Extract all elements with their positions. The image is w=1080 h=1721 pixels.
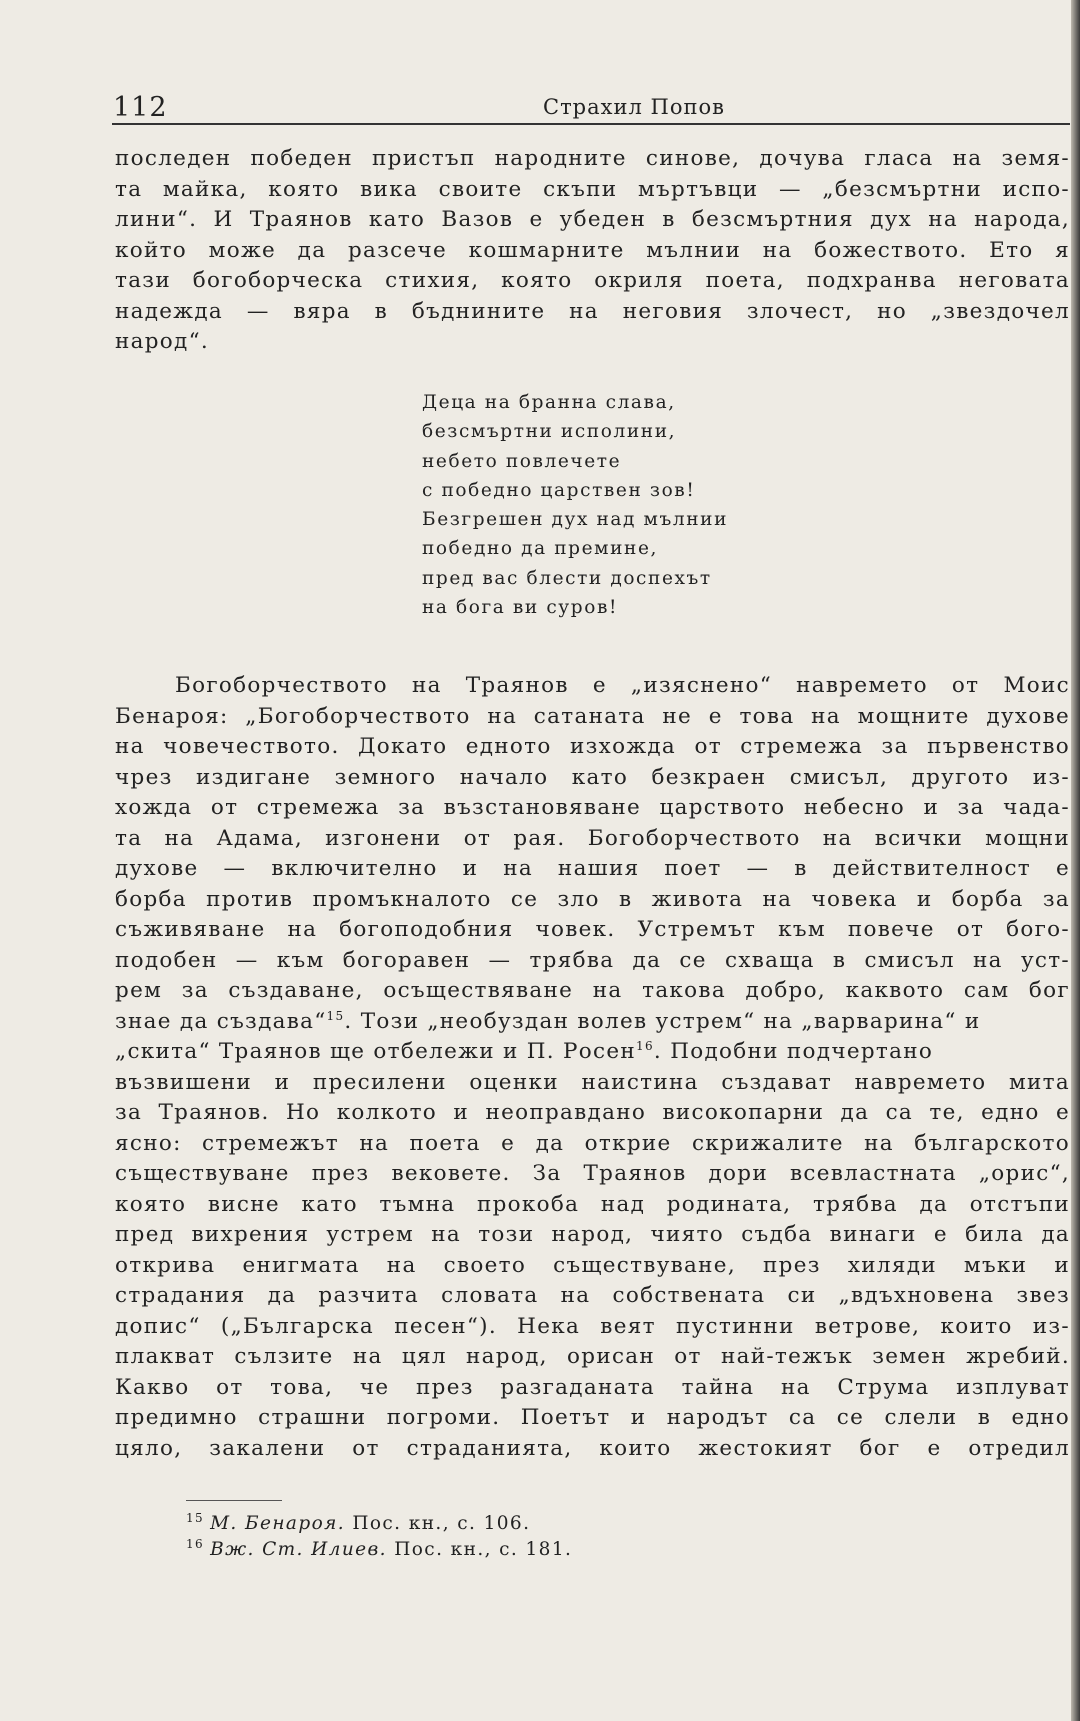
footnote-mark: 15 (186, 1510, 205, 1525)
text-line-with-note (115, 1007, 1070, 1038)
text-line: която виснe като тъмна прокоба над родината, трябва да отстъпи (115, 1191, 1070, 1217)
text-line: допис“ („Българска песен“). Нека веят пустинни ветрове, които из- (115, 1313, 1070, 1339)
footnote-15 (186, 1511, 886, 1537)
footnote-text: Пос. кн., с. 106. (352, 1513, 531, 1534)
text-line: надежда — вяра в бъднините на неговия злочест, но „звездочел (115, 298, 1070, 324)
text-line: лини“. И Траянов като Вазов е убеден в безсмъртния дух на народа, (115, 207, 1070, 232)
text-line: открива енигмата на своето съществуване, през хиляди мъки и (115, 1252, 1070, 1278)
text-line: съживяване на богоподобния човек. Устремът към повече от бого- (115, 917, 1070, 942)
text-line: предимно страшни погроми. Поетът и народът са се слели в едно (115, 1405, 1070, 1430)
text-fragment: . Подобни подчертано (653, 1039, 934, 1064)
verse-line: небето повлечете (422, 450, 622, 472)
footnote-ref-16: 16 (636, 1038, 654, 1053)
text-line-with-note (115, 1037, 1070, 1068)
header-rule (112, 123, 1070, 125)
page-edge-shadow (1071, 0, 1080, 1721)
footnotes (186, 1511, 886, 1563)
text-fragment: знае да създава“ (115, 1008, 327, 1034)
footnote-author: М. Бенароя. (210, 1513, 346, 1534)
verse-quote (422, 388, 872, 622)
text-line: духове — включително и на нашия поет — в действителност е (115, 856, 1070, 881)
footnote-ref-15: 15 (326, 1008, 345, 1023)
text-line: борба против промъкналото се зло в живота на човека и борба за (115, 886, 1070, 912)
text-line: ясно: стремежът на поета е да открие скрижалите на българското (115, 1130, 1070, 1156)
verse-line: Безгрешен дух над мълнии (422, 509, 728, 531)
text-line: Бенароя: „Богоборчеството на сатаната не е това на мощните духове (115, 703, 1070, 729)
text-line: последен победен пристъп народните синове, дочува гласа на земя- (115, 146, 1070, 171)
page-number: 112 (113, 92, 168, 123)
verse-line: на бога ви суров! (422, 597, 619, 619)
page-header (113, 88, 1068, 124)
text-line: който може да разсече кошмарните мълнии на божеството. Ето я (115, 237, 1070, 263)
text-line: тази богоборческа стихия, която окриля поета, подхранва неговата (115, 268, 1070, 293)
verse-line: с победно царствен зов! (422, 479, 696, 501)
text-line: на човечеството. Докато едното изхожда от стремежа за първенство (115, 734, 1070, 759)
text-line: Какво от това, че през разгаданата тайна на Струма изплуват (115, 1374, 1070, 1400)
verse-line: безсмъртни исполини, (422, 421, 677, 443)
footnote-rule (186, 1500, 282, 1501)
text-line: рем за създаване, осъществяване на такова добро, каквото сам бог (115, 978, 1070, 1003)
footnote-text: Пос. кн., с. 181. (394, 1539, 573, 1560)
verse-line: Деца на бранна слава, (422, 392, 676, 413)
text-line: Богоборчеството на Траянов е „изяснено“ навремето от Моис (175, 673, 1070, 698)
text-fragment: „скита“ Траянов ще отбележи и П. Росен (115, 1039, 637, 1064)
running-title: Страхил Попов (543, 95, 725, 119)
text-line: пред вихрения устрем на този народ, чиято съдба винаги е била да (115, 1222, 1070, 1247)
text-line: хожда от стремежа за възстановяване царството небесно и за чада- (115, 795, 1070, 820)
verse-line: пред вас блести доспехът (422, 567, 712, 589)
text-fragment: . Този „необуздан волев устрем“ на „варварина“ и (344, 1008, 981, 1034)
text-line: възвишени и пресилени оценки наистина създават навремето мита (115, 1069, 1070, 1095)
text-line: чрез издигане земного начало като безкраен смисъл, другото из- (115, 764, 1070, 790)
text-line: та майка, която вика своите скъпи мъртъвци — „безсмъртни испо- (115, 176, 1070, 202)
verse-line: победно да премине, (422, 538, 658, 560)
text-line: та на Адама, изгонени от рая. Богоборчеството на всички мощни (115, 825, 1070, 851)
paragraph-2 (115, 671, 1070, 1464)
text-line: за Траянов. Но колкото и неоправдано високопарни да са те, едно е (115, 1100, 1070, 1125)
text-line: плакват сълзите на цял народ, орисан от най-тежък земен жребий. (115, 1344, 1070, 1369)
footnote-mark: 16 (186, 1536, 205, 1551)
footnote-16 (186, 1537, 886, 1563)
text-line: съществуване през вековете. За Траянов дори всевластната „орис“, (115, 1161, 1070, 1186)
text-line: народ“. (115, 329, 210, 354)
text-line: подобен — към богоравен — трябва да се схваща в смисъл на уст- (115, 947, 1070, 973)
footnote-author: Вж. Ст. Илиев. (210, 1539, 387, 1560)
text-line: цяло, закалени от страданията, които жестокият бог е отредил (115, 1435, 1070, 1461)
text-line: страдания да разчита словата на собствената си „вдъхновена звез (115, 1283, 1070, 1308)
paragraph-1 (115, 144, 1070, 358)
